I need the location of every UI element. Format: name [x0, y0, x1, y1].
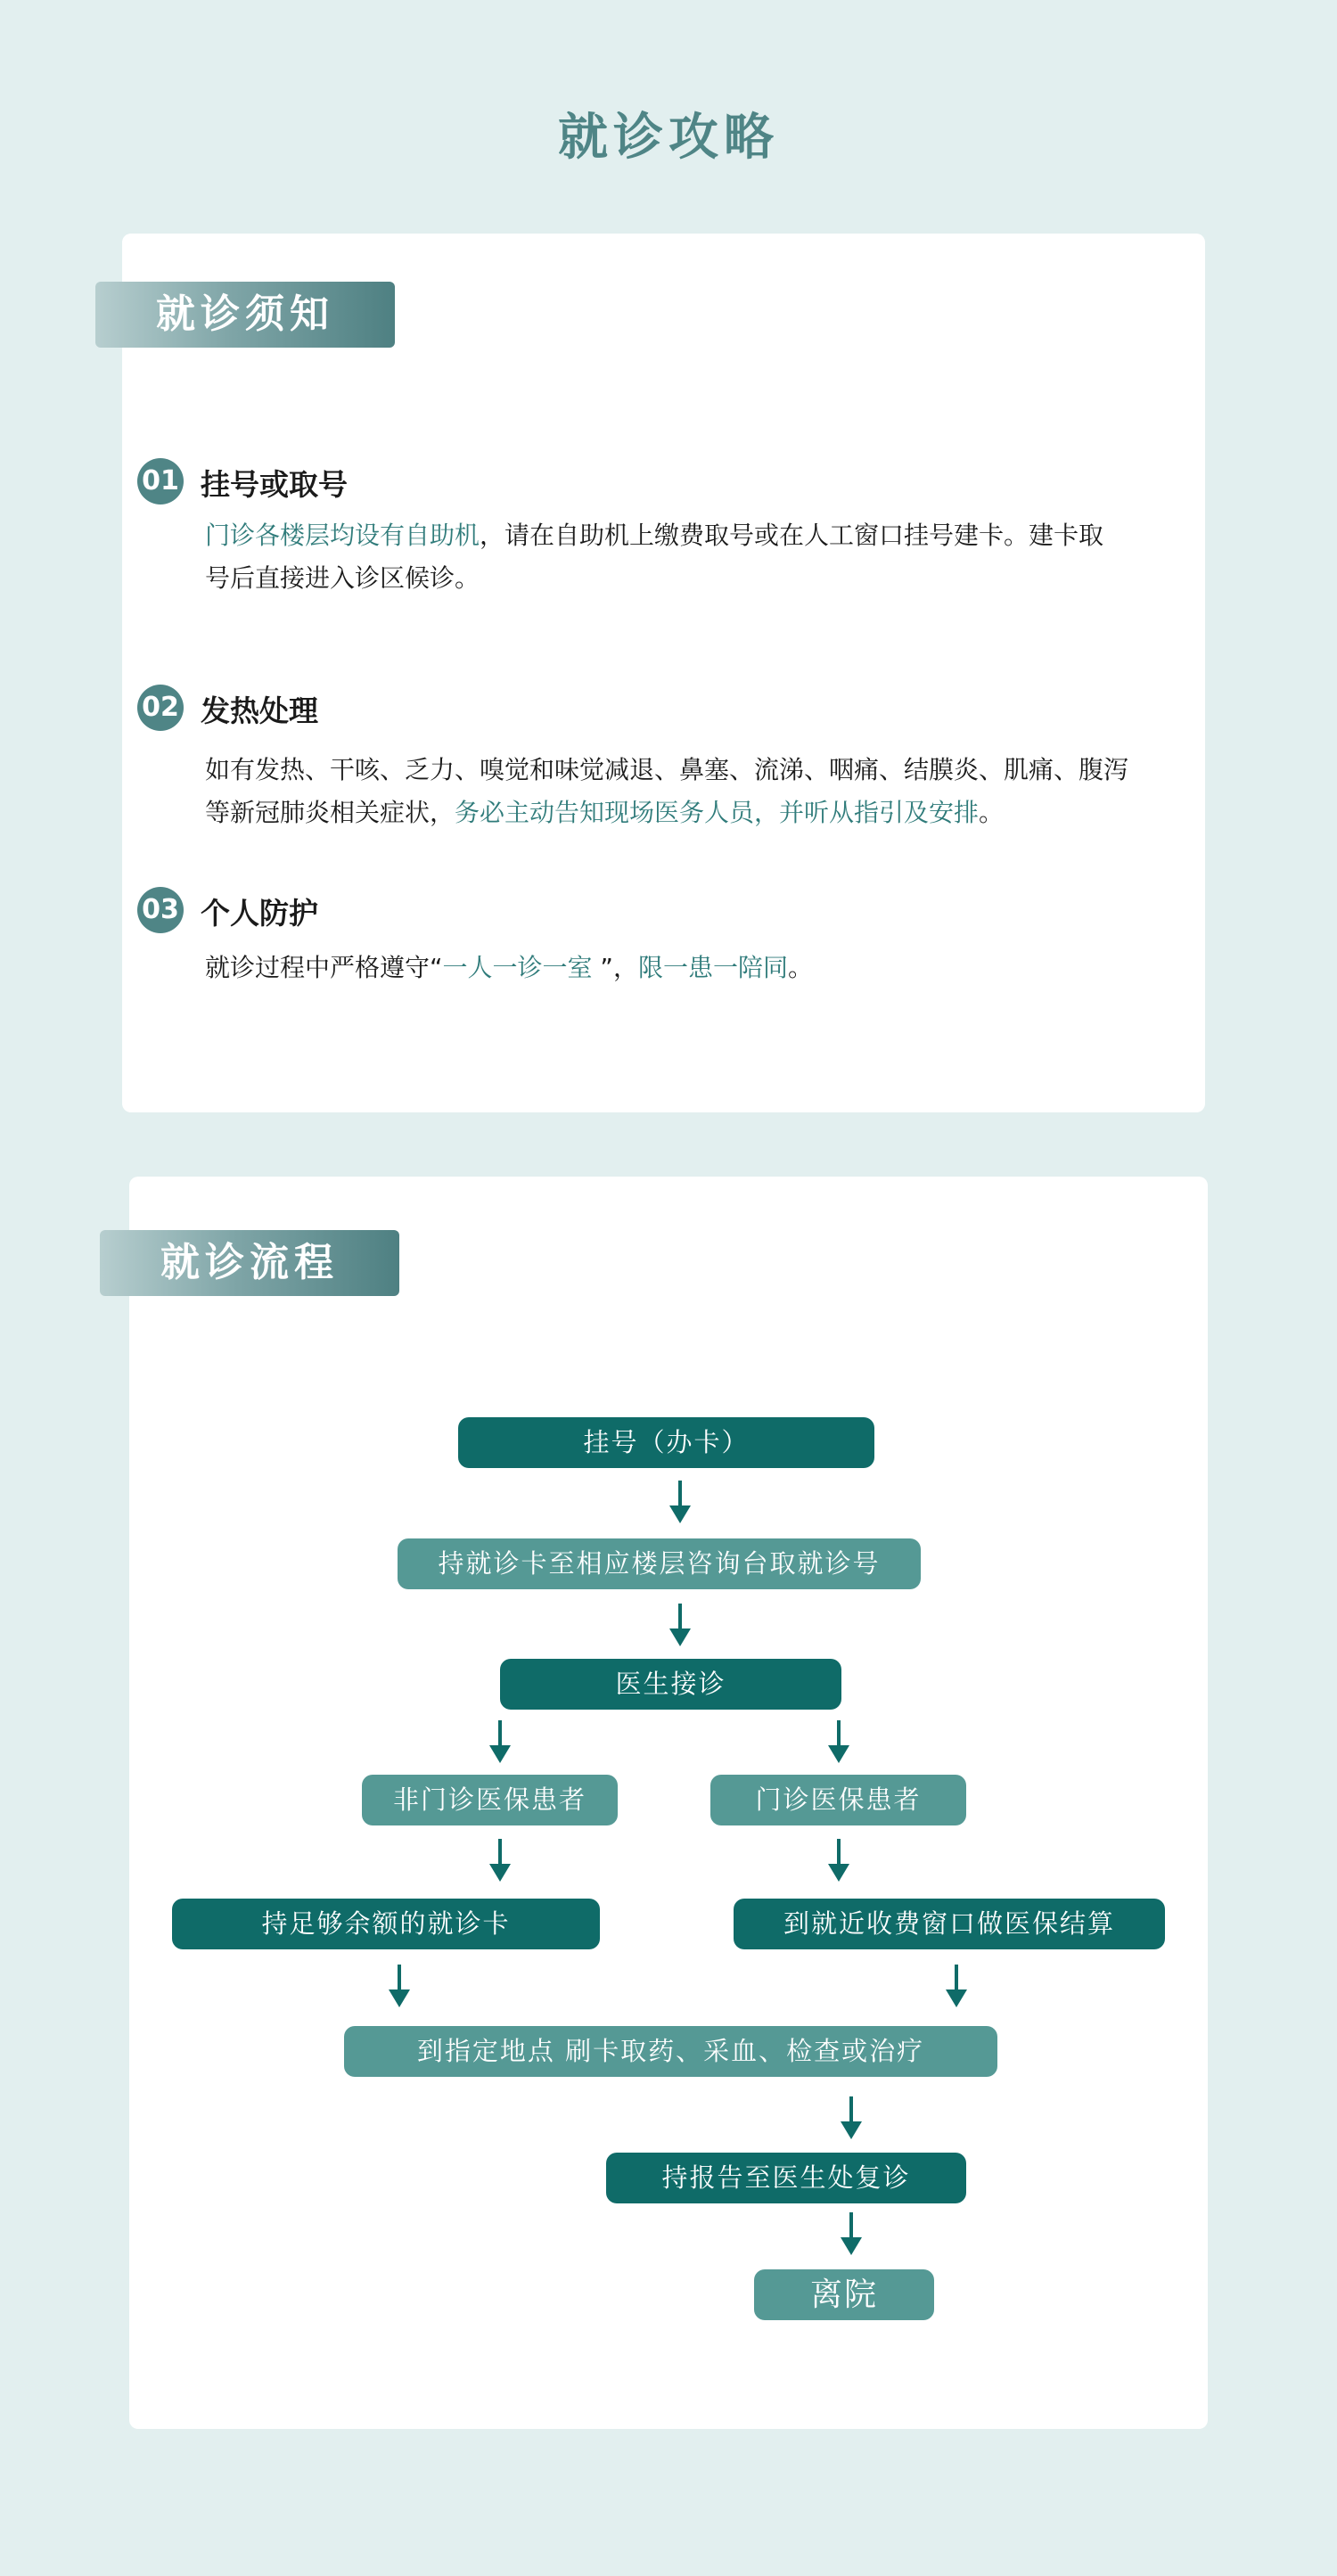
flow-step-consult: 医生接诊 — [500, 1659, 841, 1710]
item-text-highlight: 限一患一陪同 — [637, 953, 788, 982]
item-text-plain: 。 — [979, 798, 1005, 827]
item-text-line — [205, 947, 1185, 989]
item-text-plain: 就诊过程中严格遵守“ — [205, 953, 443, 982]
item-text-highlight: 一人一诊一室 — [442, 953, 593, 982]
flow-step-non-outpatient-insured: 非门诊医保患者 — [362, 1775, 618, 1825]
flow-section-tag: 就诊流程 — [100, 1230, 399, 1296]
item-text-line: 号后直接进入诊区候诊。 — [205, 563, 480, 593]
item-text-highlight: 务必主动告知现场医务人员，并听从指引及安排 — [455, 798, 980, 827]
item-heading: 挂号或取号 — [201, 467, 348, 502]
item-number-badge: 01 — [137, 458, 184, 505]
item-text — [205, 749, 1185, 834]
item-text-plain: ，请在自助机上缴费取号或在人工窗口挂号建卡。建卡取 — [480, 521, 1104, 550]
flow-step-treatment: 到指定地点 刷卡取药、采血、检查或治疗 — [344, 2026, 997, 2077]
flow-step-card-balance: 持足够余额的就诊卡 — [172, 1899, 600, 1949]
flow-step-outpatient-insured: 门诊医保患者 — [710, 1775, 966, 1825]
item-text-line — [205, 514, 1185, 557]
item-text-plain: 。 — [787, 953, 813, 982]
notice-section-tag: 就诊须知 — [95, 282, 395, 348]
flow-step-take-number: 持就诊卡至相应楼层咨询台取就诊号 — [398, 1538, 921, 1589]
flow-arrow — [841, 2096, 862, 2139]
item-number-badge: 02 — [137, 685, 184, 731]
flow-arrow — [828, 1720, 849, 1763]
item-text-plain: 等新冠肺炎相关症状， — [205, 798, 455, 827]
flow-arrow — [841, 2212, 862, 2255]
flow-arrow — [489, 1720, 511, 1763]
flow-arrow — [489, 1839, 511, 1882]
flow-step-register: 挂号（办卡） — [458, 1417, 874, 1468]
flow-arrow — [389, 1965, 410, 2007]
item-text-highlight: 门诊各楼层均设有自助机 — [205, 521, 480, 550]
item-number-badge: 03 — [137, 887, 184, 933]
item-text — [205, 947, 1185, 989]
flow-step-leave: 离院 — [754, 2269, 934, 2320]
item-text-line: 如有发热、干咳、乏力、嗅觉和味觉减退、鼻塞、流涕、咽痛、结膜炎、肌痛、腹泻 — [205, 755, 1129, 784]
item-text-plain: ”， — [592, 953, 638, 982]
flow-arrow — [828, 1839, 849, 1882]
item-text — [205, 514, 1185, 600]
flow-arrow — [946, 1965, 967, 2007]
page-title: 就诊攻略 — [558, 109, 779, 167]
flow-step-settlement: 到就近收费窗口做医保结算 — [734, 1899, 1165, 1949]
flow-card — [129, 1177, 1208, 2429]
item-heading: 发热处理 — [201, 693, 318, 728]
flow-step-followup: 持报告至医生处复诊 — [606, 2153, 966, 2203]
flow-arrow — [669, 1481, 691, 1523]
item-text-line — [205, 792, 1185, 834]
flow-arrow — [669, 1604, 691, 1646]
item-heading: 个人防护 — [201, 896, 318, 931]
